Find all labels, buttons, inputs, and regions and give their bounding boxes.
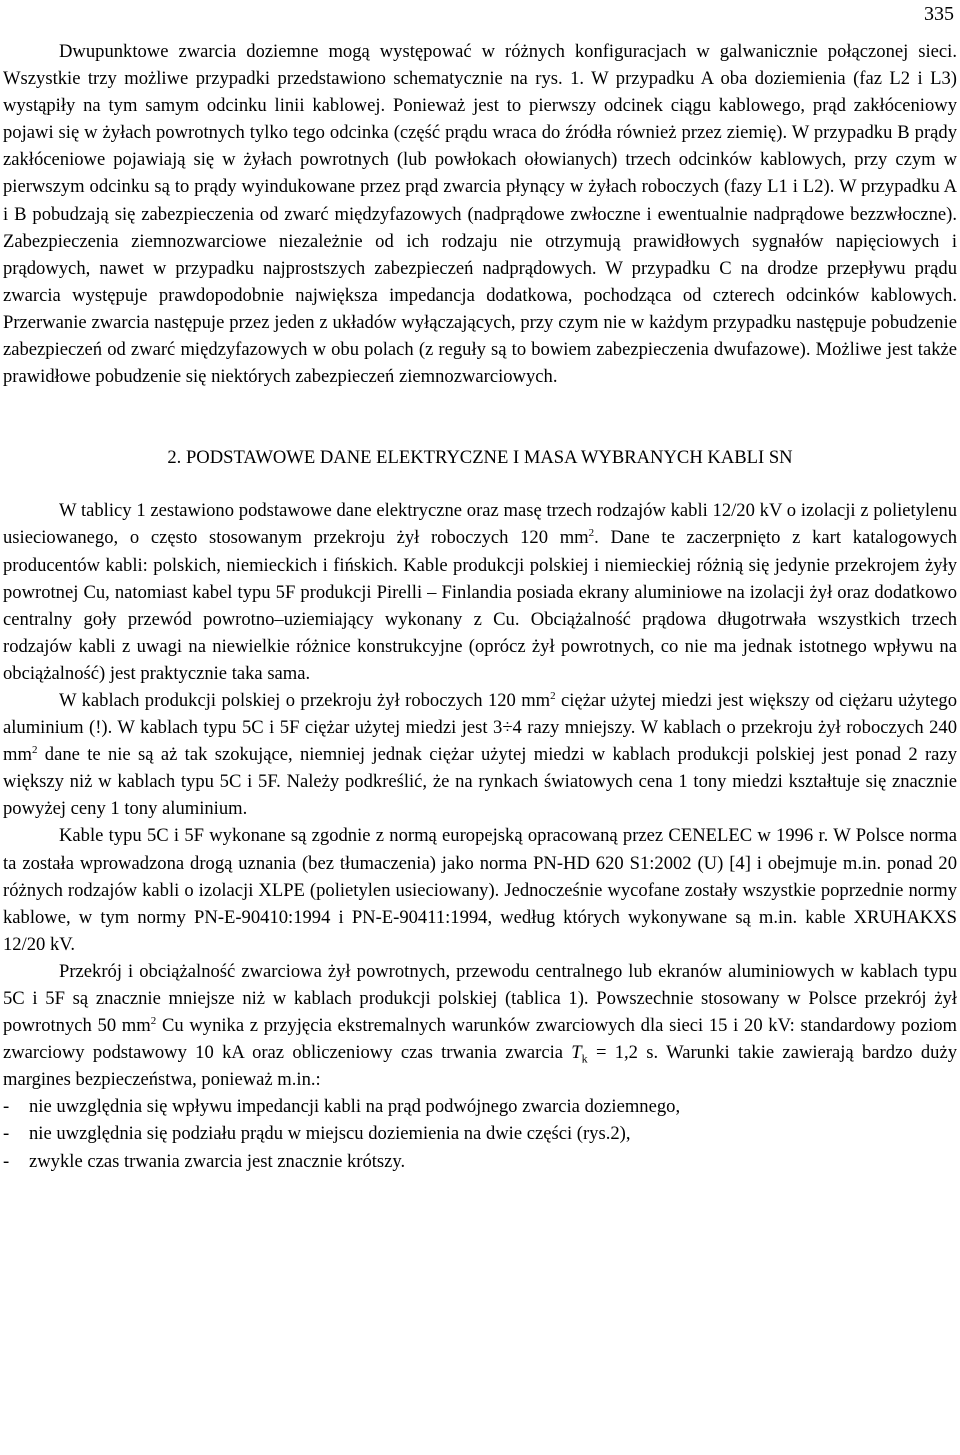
superscript: 2 [31,743,38,756]
list-bullet: - [3,1150,10,1172]
list-item-text: nie uwzględnia się podziału prądu w miejscu doziemienia na dwie części (rys.2), [29,1123,631,1145]
list-bullet: - [3,1123,10,1145]
list-bullet: - [3,1096,10,1118]
paragraph-table-description [3,497,957,687]
paragraph-copper-weight [3,687,957,822]
text-fragment: . Dane te zaczerpnięto z kart katalogowych producentów kabli: polskich, niemieckich i fińskich. Kable produkcji polskiej i niemieckiej różnią się jedynie przekrojem żyły powrotnej Cu, natomiast kabel typu 5F produkcji Pirelli – Finlandia posiada ekrany aluminiowe na izolacji żył oraz dodatkowo centralny goły przewód powrotno–uziemiający wykonany z Cu. Obciążalność prądowa długotrwała wszystkich trzech rodzajów kabli z uwagi na niewielkie różnice konstrukcyjne (oprócz żył powrotnych, co nie ma jednak istotnego wpływu na obciążalność) jest praktycznie taka sama. [3,527,957,684]
text-fragment: W tablicy 1 zestawiono podstawowe dane elektryczne oraz masę trzech rodzajów kabli 12/20 kV o izolacji z polietylenu usieciowanego, o często stosowanym przekroju żył roboczych 120 mm [3,500,957,549]
superscript: 2 [588,527,595,540]
text-fragment: Przekrój i obciążalność zwarciowa żył powrotnych, przewodu centralnego lub ekranów aluminiowych w kablach typu 5C i 5F są znacznie mniejsze niż w kablach produkcji polskiej (tablica 1). Powszechnie stosowany w Polsce przekrój żył powrotnych 50 mm [3,960,957,1037]
subscript: k [581,1051,588,1066]
text-fragment: dane te nie są aż tak szokujące, niemniej jednak ciężar użytej miedzi w kablach produkcji polskiej jest ponad 2 razy większy niż w kablach typu 5C i 5F. Należy podkreślić, że na rynkach światowych cena 1 tony miedzi kształtuje się znacznie powyżej ceny 1 tony aluminium. [3,744,957,820]
list-item-text: nie uwzględnia się wpływu impedancji kabli na prąd podwójnego zwarcia doziemnego, [29,1096,681,1118]
superscript: 2 [150,1014,157,1027]
paragraph-intro: Dwupunktowe zwarcia doziemne mogą występować w różnych konfiguracjach w galwanicznie połączonej sieci. Wszystkie trzy możliwe przypadki przedstawiono schematycznie na rys. 1. W przypadku A oba doziemienia (faz L2 i L3) wystąpiły na tym samym odcinku linii kablowej. Ponieważ jest to pierwszy odcinek ciągu kablowego, prąd zakłóceniowy pojawi się w żyłach powrotnych tylko tego odcinka (część prądu wraca do źródła również przez ziemię). W przypadku B prądy zakłóceniowe pojawiają się w żyłach powrotnych (lub powłokach ołowianych) trzech odcinków kablowych, przy czym w pierwszym odcinku są to prądy wyindukowane przez prąd zwarcia płynący w żyłach roboczych (fazy L1 i L2). W przypadku A i B pobudzają się zabezpieczenia od zwarć międzyfazowych (nadprądowe zwłoczne i ewentualnie nadprądowe bezzwłoczne). Zabezpieczenia ziemnozwarciowe niezależnie od ich rodzaju nie otrzymują prawidłowych sygnałów napięciowych i prądowych, nawet w przypadku najprostszych zabezpieczeń nadprądowych. W przypadku C na drodze przepływu prądu zwarcia występuje prawdopodobnie największa impedancja dodatkowa, pochodząca od czterech odcinków kablowych. Przerwanie zwarcia następuje przez jeden z układów wyłączających, przy czym nie w każdym przypadku następuje pobudzenie zabezpieczeń od zwarć międzyfazowych w obu polach (z reguły są to bowiem zabezpieczenia dwufazowe). Możliwe jest także prawidłowe pobudzenie się niektórych zabezpieczeń ziemnozwarciowych. [3,41,957,388]
list-item [3,1093,957,1120]
text-fragment: W kablach produkcji polskiej o przekroju żył roboczych 120 mm [59,689,551,711]
paragraph-standards: Kable typu 5C i 5F wykonane są zgodnie z normą europejską opracowaną przez CENELEC w 1996 r. W Polsce norma ta została wprowadzona drogą uznania (bez tłumaczenia) jako norma PN-HD 620 S1:2002 (U) [4] i obejmuje m.in. ponad 20 różnych rodzajów kabli o izolacji XLPE (polietylen usieciowany). Jednocześnie wycofane zostały wszystkie poprzednie normy kablowe, w tym normy PN-E-90410:1994 i PN-E-90411:1994, według których wykonywane są m.in. kable XRUHAKXS 12/20 kV. [3,825,957,955]
section-heading: 2. PODSTAWOWE DANE ELEKTRYCZNE I MASA WYBRANYCH KABLI SN [167,447,793,469]
symbol-T: T [571,1042,582,1064]
list-item [3,1120,957,1147]
text-fragment: = 1,2 s. Warunki takie zawierają bardzo duży margines bezpieczeństwa, ponieważ m.in.: [3,1042,957,1091]
superscript: 2 [550,689,556,702]
text-fragment: ciężar użytej miedzi jest większy od ciężaru użytego aluminium (!). W kablach typu 5C i 5F ciężar użytej miedzi jest 3÷4 razy mniejszy. W kablach o przekroju żył roboczych 240 mm [3,689,958,766]
page-number: 335 [924,3,954,25]
list-item [3,1148,957,1175]
document-body [3,38,957,1175]
text-fragment: Cu wynika z przyjęcia ekstremalnych warunków zwarciowych dla sieci 15 i 20 kV: standardowy poziom zwarciowy podstawowy 10 kA oraz obliczeniowy czas trwania zwarcia [3,1015,957,1064]
list-item-text: zwykle czas trwania zwarcia jest znacznie krótszy. [29,1150,406,1172]
paragraph-cross-section [3,958,957,1093]
reasons-list [3,1093,957,1174]
